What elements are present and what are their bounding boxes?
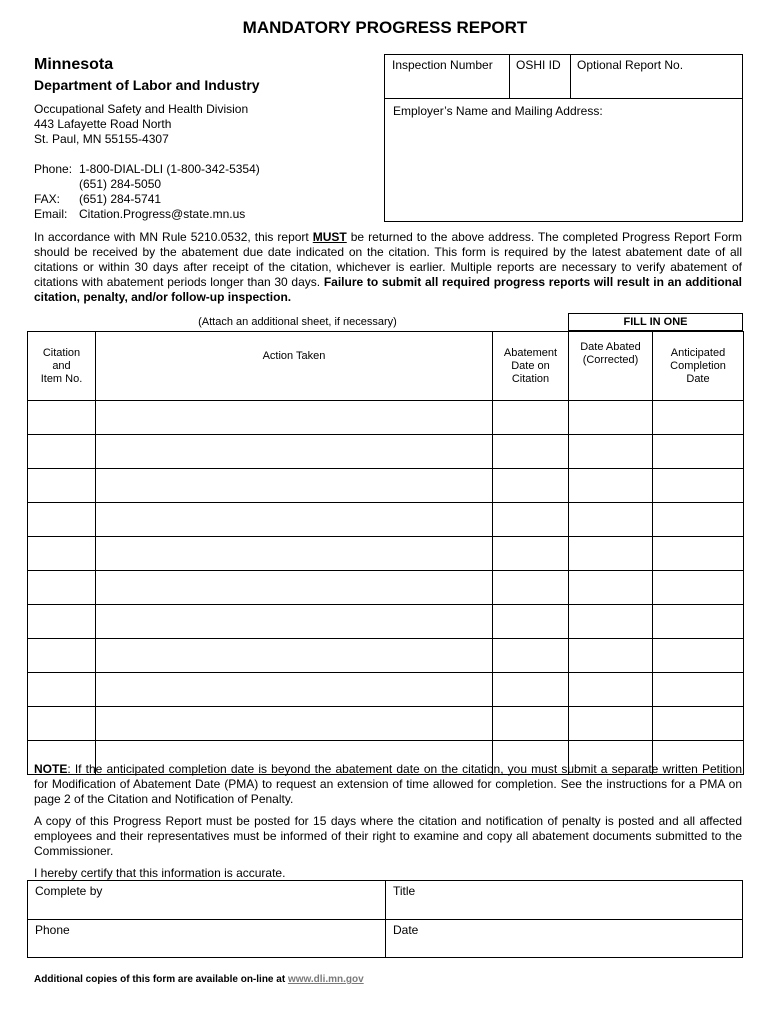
address-line: 443 Lafayette Road North	[34, 117, 172, 131]
date-field[interactable]: Date	[393, 923, 419, 937]
fill-in-one-header: FILL IN ONE	[568, 313, 743, 331]
action-header: Action Taken	[96, 332, 493, 401]
action-cell[interactable]	[96, 707, 493, 741]
date-abated-cell[interactable]	[569, 469, 653, 503]
complete-by-field[interactable]: Complete by	[35, 884, 103, 898]
citation-cell[interactable]	[28, 639, 96, 673]
date-abated-cell[interactable]	[569, 707, 653, 741]
action-cell[interactable]	[96, 503, 493, 537]
citation-cell[interactable]	[28, 673, 96, 707]
date-abated-cell[interactable]	[569, 401, 653, 435]
table-row	[28, 673, 744, 707]
citation-header: Citation and Item No.	[28, 332, 96, 401]
email-label: Email:	[34, 207, 68, 221]
note-text: : If the anticipated completion date is beyond the abatement date on the citation, you must submit a separate written Petition for Modification of Abatement Date (PMA) to request an extension of time allowed for completion. See the instructions for a PMA on page 2 of the Citation and Notification of Penalty.	[34, 762, 742, 806]
action-cell[interactable]	[96, 435, 493, 469]
anticipated-date-cell[interactable]	[653, 469, 744, 503]
date-abated-cell[interactable]	[569, 571, 653, 605]
fax-label: FAX:	[34, 192, 61, 206]
abatement-date-cell[interactable]	[493, 639, 569, 673]
date-abated-header: Date Abated (Corrected)	[569, 332, 653, 401]
intro-text: In accordance with MN Rule 5210.0532, this report	[34, 230, 313, 244]
date-abated-cell[interactable]	[569, 673, 653, 707]
department-name: Department of Labor and Industry	[34, 77, 260, 93]
must-emphasis: MUST	[312, 230, 347, 244]
abatement-date-cell[interactable]	[493, 537, 569, 571]
progress-table	[27, 331, 744, 775]
optional-report-label: Optional Report No.	[577, 58, 684, 72]
certify-statement: I hereby certify that this information is accurate.	[34, 866, 286, 880]
anticipated-date-cell[interactable]	[653, 537, 744, 571]
abatement-date-cell[interactable]	[493, 605, 569, 639]
anticipated-date-cell[interactable]	[653, 401, 744, 435]
contact-info	[34, 162, 260, 222]
table-row	[28, 401, 744, 435]
inspection-number-field[interactable]	[385, 55, 509, 98]
employer-address-label: Employer’s Name and Mailing Address:	[393, 104, 603, 118]
abatement-date-cell[interactable]	[493, 469, 569, 503]
state-name: Minnesota	[34, 56, 114, 73]
email-address: Citation.Progress@state.mn.us	[79, 207, 246, 221]
phone-field[interactable]: Phone	[35, 923, 70, 937]
action-cell[interactable]	[96, 469, 493, 503]
anticipated-date-cell[interactable]	[653, 605, 744, 639]
abatement-date-cell[interactable]	[493, 707, 569, 741]
anticipated-date-cell[interactable]	[653, 639, 744, 673]
citation-cell[interactable]	[28, 537, 96, 571]
citation-cell[interactable]	[28, 571, 96, 605]
agency-address	[34, 102, 248, 147]
table-row	[28, 503, 744, 537]
date-abated-cell[interactable]	[569, 605, 653, 639]
table-row	[28, 707, 744, 741]
posting-paragraph: A copy of this Progress Report must be posted for 15 days where the citation and notification of penalty is posted and all affected employees and their representatives must be informed of their right to examine and copy all abatement documents submitted to the Commissioner.	[34, 814, 742, 858]
oshi-id-field[interactable]	[509, 55, 570, 98]
date-abated-cell[interactable]	[569, 503, 653, 537]
abatement-date-cell[interactable]	[493, 401, 569, 435]
abatement-date-cell[interactable]	[493, 673, 569, 707]
action-cell[interactable]	[96, 639, 493, 673]
abatement-date-cell[interactable]	[493, 435, 569, 469]
signature-box	[27, 880, 743, 958]
address-line: St. Paul, MN 55155-4307	[34, 132, 169, 146]
inspection-number-label: Inspection Number	[392, 58, 493, 72]
footer-text: Additional copies of this form are available on-line at	[34, 974, 288, 985]
fax-number: (651) 284-5741	[79, 192, 162, 206]
anticipated-date-cell[interactable]	[653, 503, 744, 537]
anticipated-date-cell[interactable]	[653, 435, 744, 469]
action-cell[interactable]	[96, 401, 493, 435]
address-line: Occupational Safety and Health Division	[34, 102, 249, 116]
table-row	[28, 639, 744, 673]
anticipated-date-cell[interactable]	[653, 571, 744, 605]
citation-cell[interactable]	[28, 605, 96, 639]
citation-cell[interactable]	[28, 469, 96, 503]
citation-cell[interactable]	[28, 401, 96, 435]
phone-number-local: (651) 284-5050	[79, 177, 162, 191]
table-row	[28, 469, 744, 503]
table-row	[28, 537, 744, 571]
intro-paragraph	[34, 230, 742, 305]
note-label: NOTE	[34, 762, 68, 776]
attach-note: (Attach an additional sheet, if necessary)	[198, 316, 397, 328]
note-paragraph	[34, 762, 742, 807]
website-link[interactable]: www.dli.mn.gov	[287, 974, 364, 985]
abatement-date-cell[interactable]	[493, 571, 569, 605]
phone-label: Phone:	[34, 162, 73, 176]
phone-number: 1-800-DIAL-DLI (1-800-342-5354)	[79, 162, 260, 176]
citation-cell[interactable]	[28, 707, 96, 741]
anticipated-date-header: Anticipated Completion Date	[653, 332, 744, 401]
anticipated-date-cell[interactable]	[653, 707, 744, 741]
abatement-date-cell[interactable]	[493, 503, 569, 537]
action-cell[interactable]	[96, 673, 493, 707]
date-abated-cell[interactable]	[569, 537, 653, 571]
intro-text-cont: be returned to the above address. The completed Progress Report Form should be received by the abatement due date indicated on the citation. This form is required by the latest abatement date of all citations or within 30 days after receipt of the citation, whichever is earlier. Multiple reports are necessary to verify abatement of citations with abatement periods longer than 30 days.	[34, 230, 743, 289]
intro-warning: Failure to submit all required progress reports will result in an additional citation, penalty, and/or follow-up inspection.	[34, 275, 743, 304]
oshi-id-label: OSHI ID	[516, 58, 561, 72]
footer-note	[34, 974, 364, 985]
date-abated-cell[interactable]	[569, 639, 653, 673]
table-row	[28, 571, 744, 605]
citation-cell[interactable]	[28, 503, 96, 537]
anticipated-date-cell[interactable]	[653, 673, 744, 707]
inspection-info-box	[384, 54, 743, 222]
date-abated-cell[interactable]	[569, 435, 653, 469]
abatement-date-header: Abatement Date on Citation	[493, 332, 569, 401]
table-row	[28, 605, 744, 639]
title-field[interactable]: Title	[393, 884, 416, 898]
action-cell[interactable]	[96, 571, 493, 605]
action-cell[interactable]	[96, 537, 493, 571]
action-cell[interactable]	[96, 605, 493, 639]
page-title: MANDATORY PROGRESS REPORT	[242, 18, 528, 37]
table-row	[28, 435, 744, 469]
optional-report-field[interactable]	[570, 55, 742, 98]
citation-cell[interactable]	[28, 435, 96, 469]
